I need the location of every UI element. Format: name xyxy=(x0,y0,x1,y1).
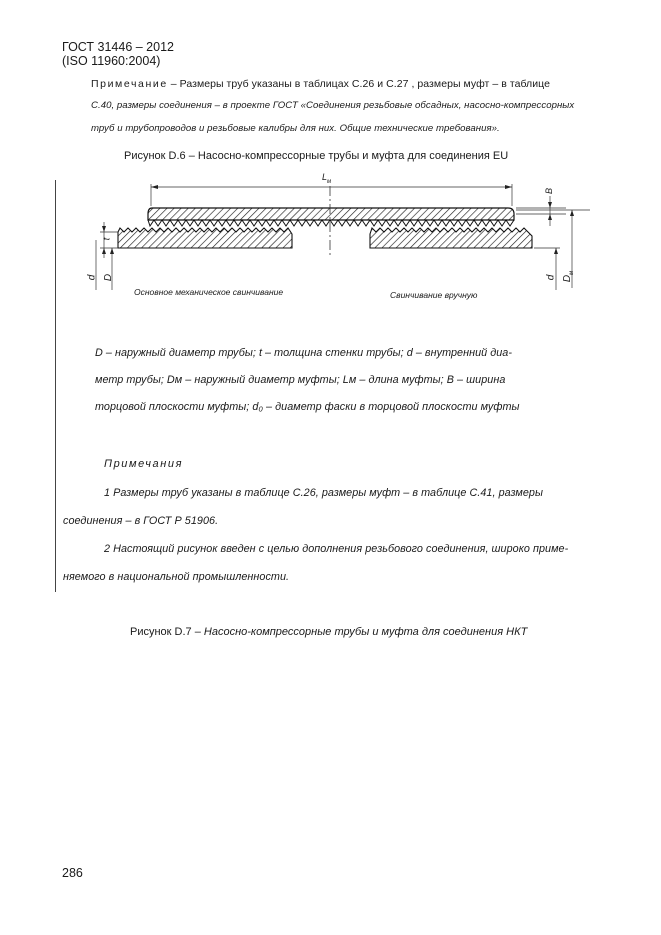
note-line1-text: Размеры труб указаны в таблицах С.26 и С.27 , размеры муфт – в таблице xyxy=(179,78,550,90)
label-mechanical-makeup: Основное механическое свинчивание xyxy=(134,287,284,297)
figure-d7-title: Насосно-компрессорные трубы и муфта для соединения НКТ xyxy=(203,626,528,638)
label-hand-makeup: Свинчивание вручную xyxy=(390,290,478,300)
figure-d6-caption: Рисунок D.6 – Насосно-компрессорные трубы и муфта для соединения EU xyxy=(124,150,509,162)
note-top-line2: С.40, размеры соединения – в проекте ГОСТ «Соединения резьбовые обсадных, насосно-компрессорных xyxy=(91,100,575,111)
note-dash: – xyxy=(170,78,177,90)
dim-lm-letter: L xyxy=(322,172,328,182)
coupling-thread xyxy=(148,220,514,226)
dim-dm-sub: м xyxy=(569,270,576,275)
coupling-body xyxy=(148,208,514,220)
pipe-left-body xyxy=(118,228,292,248)
dim-D-left-label: D xyxy=(103,273,115,282)
dim-d-left-label: d xyxy=(86,274,98,281)
dim-t-label: t xyxy=(101,237,112,241)
figure-d7-prefix: Рисунок D.7 – xyxy=(130,626,204,638)
note-label: Примечание xyxy=(91,78,168,90)
note2-line2: няемого в национальной промышленности. xyxy=(63,571,290,583)
dim-d-right-label: d xyxy=(545,274,557,281)
legend-line2: метр трубы; Dм – наружный диаметр муфты; Lм – длина муфты; B – ширина xyxy=(95,374,506,386)
iso-number: (ISO 11960:2004) xyxy=(62,54,161,68)
notes-title: Примечания xyxy=(104,458,184,470)
dim-lm-label xyxy=(322,172,331,185)
figure-d7-caption xyxy=(130,626,527,638)
dim-b-label: B xyxy=(544,187,555,195)
note1-line1: 1 Размеры труб указаны в таблице С.26, размеры муфт – в таблице С.41, размеры xyxy=(104,487,543,499)
page-number: 286 xyxy=(62,866,83,880)
standard-number: ГОСТ 31446 – 2012 xyxy=(62,40,174,54)
dim-dm-letter: D xyxy=(562,274,574,283)
pipe-right-body xyxy=(370,228,532,248)
legend-line3: торцовой плоскости муфты; d₀ – диаметр фаски в торцовой плоскости муфты xyxy=(95,401,520,413)
note1-line2: соединения – в ГОСТ Р 51906. xyxy=(63,515,219,527)
dim-dm-right-label xyxy=(562,271,575,282)
legend-line1: D – наружный диаметр трубы; t – толщина стенки трубы; d – внутренний диа- xyxy=(95,347,513,359)
note-top-line3: труб и трубопроводов и резьбовые калибры для них. Общие технические требования». xyxy=(91,123,500,134)
note2-line1: 2 Настоящий рисунок введен с целью дополнения резьбового соединения, широко приме- xyxy=(104,543,569,555)
dim-lm-sub: м xyxy=(327,178,332,185)
